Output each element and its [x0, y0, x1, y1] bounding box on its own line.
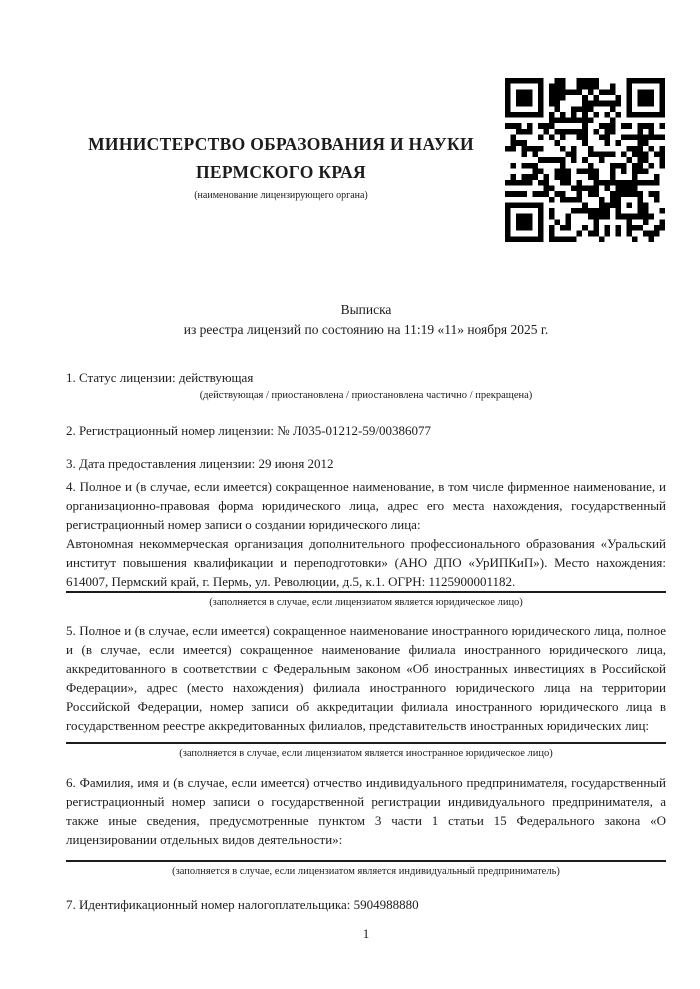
qr-code-icon: [505, 78, 665, 242]
grant-date-line: 3. Дата предоставления лицензии: 29 июня 2012: [66, 456, 334, 471]
document-title-line1: Выписка: [340, 302, 392, 317]
taxpayer-number-line: 7. Идентификационный номер налогоплательщика: 5904988880: [66, 897, 419, 912]
license-status-options-note: (действующая / приостановлена / приостановлена частично / прекращена): [199, 390, 533, 401]
legal-entity-section: [66, 477, 666, 609]
entrepreneur-section: [66, 773, 666, 878]
document-title-line2: из реестра лицензий по состоянию на 11:19 «11» ноября 2025 г.: [183, 322, 549, 337]
foreign-entity-description: 5. Полное и (в случае, если имеется) сокращенное наименование иностранного юридического лица, полное и (в случае, если имеется) сокращенное наименование филиала иностранного юридического лица, аккредитованного в соответствии с Федеральным законом «Об иностранных инвестициях в Российской Федерации», адрес (место нахождения) филиала иностранного юридического лица на территории Российской Федерации, номер записи об аккредитации филиала иностранного юридического лица в государственном реестре аккредитованных филиалов, представительств иностранных юридических лиц:: [66, 623, 666, 733]
legal-entity-value: Автономная некоммерческая организация дополнительного профессионального образования «Уральский институт повышения квалификации и переподготовки» (АНО ДПО «УрИПКиП»). Место нахождения: 614007, Пермский край, г. Пермь, ул. Революции, д.5, к.1. ОГРН: 1125900001182.: [66, 536, 666, 589]
legal-entity-note: (заполняется в случае, если лицензиатом является юридическое лицо): [209, 597, 523, 608]
legal-entity-underline: [66, 591, 666, 593]
foreign-entity-note: (заполняется в случае, если лицензиатом является иностранное юридическое лицо): [179, 748, 553, 759]
document-title: [66, 300, 666, 340]
page-number: 1: [362, 926, 370, 941]
entrepreneur-note: (заполняется в случае, если лицензиатом является индивидуальный предприниматель): [172, 866, 560, 877]
qr-code-container: [505, 78, 665, 242]
license-status-line: 1. Статус лицензии: действующая: [66, 370, 254, 385]
ministry-caption: (наименование лицензирующего органа): [194, 190, 368, 201]
legal-entity-description: 4. Полное и (в случае, если имеется) сокращенное наименование, в том числе фирменное наименование, и организационно-правовая форма юридического лица, адрес его места нахождения, государственный регистрационный номер записи о создании юридического лица:: [66, 479, 666, 532]
foreign-entity-section: [66, 621, 666, 760]
ministry-name-line1: МИНИСТЕРСТВО ОБРАЗОВАНИЯ И НАУКИ: [88, 134, 474, 154]
foreign-entity-underline: [66, 742, 666, 744]
licensing-authority-header: [66, 130, 496, 202]
entrepreneur-description: 6. Фамилия, имя и (в случае, если имеется) отчество индивидуального предпринимателя, государственный регистрационный номер записи о государственной регистрации индивидуального предпринимателя, а также иные сведения, предусмотренные пунктом 3 части 1 статьи 15 Федерального закона «О лицензировании отдельных видов деятельности»:: [66, 775, 666, 847]
ministry-name-line2: ПЕРМСКОГО КРАЯ: [196, 162, 366, 182]
registration-number-line: 2. Регистрационный номер лицензии: № Л035-01212-59/00386077: [66, 423, 432, 438]
entrepreneur-underline: [66, 860, 666, 862]
